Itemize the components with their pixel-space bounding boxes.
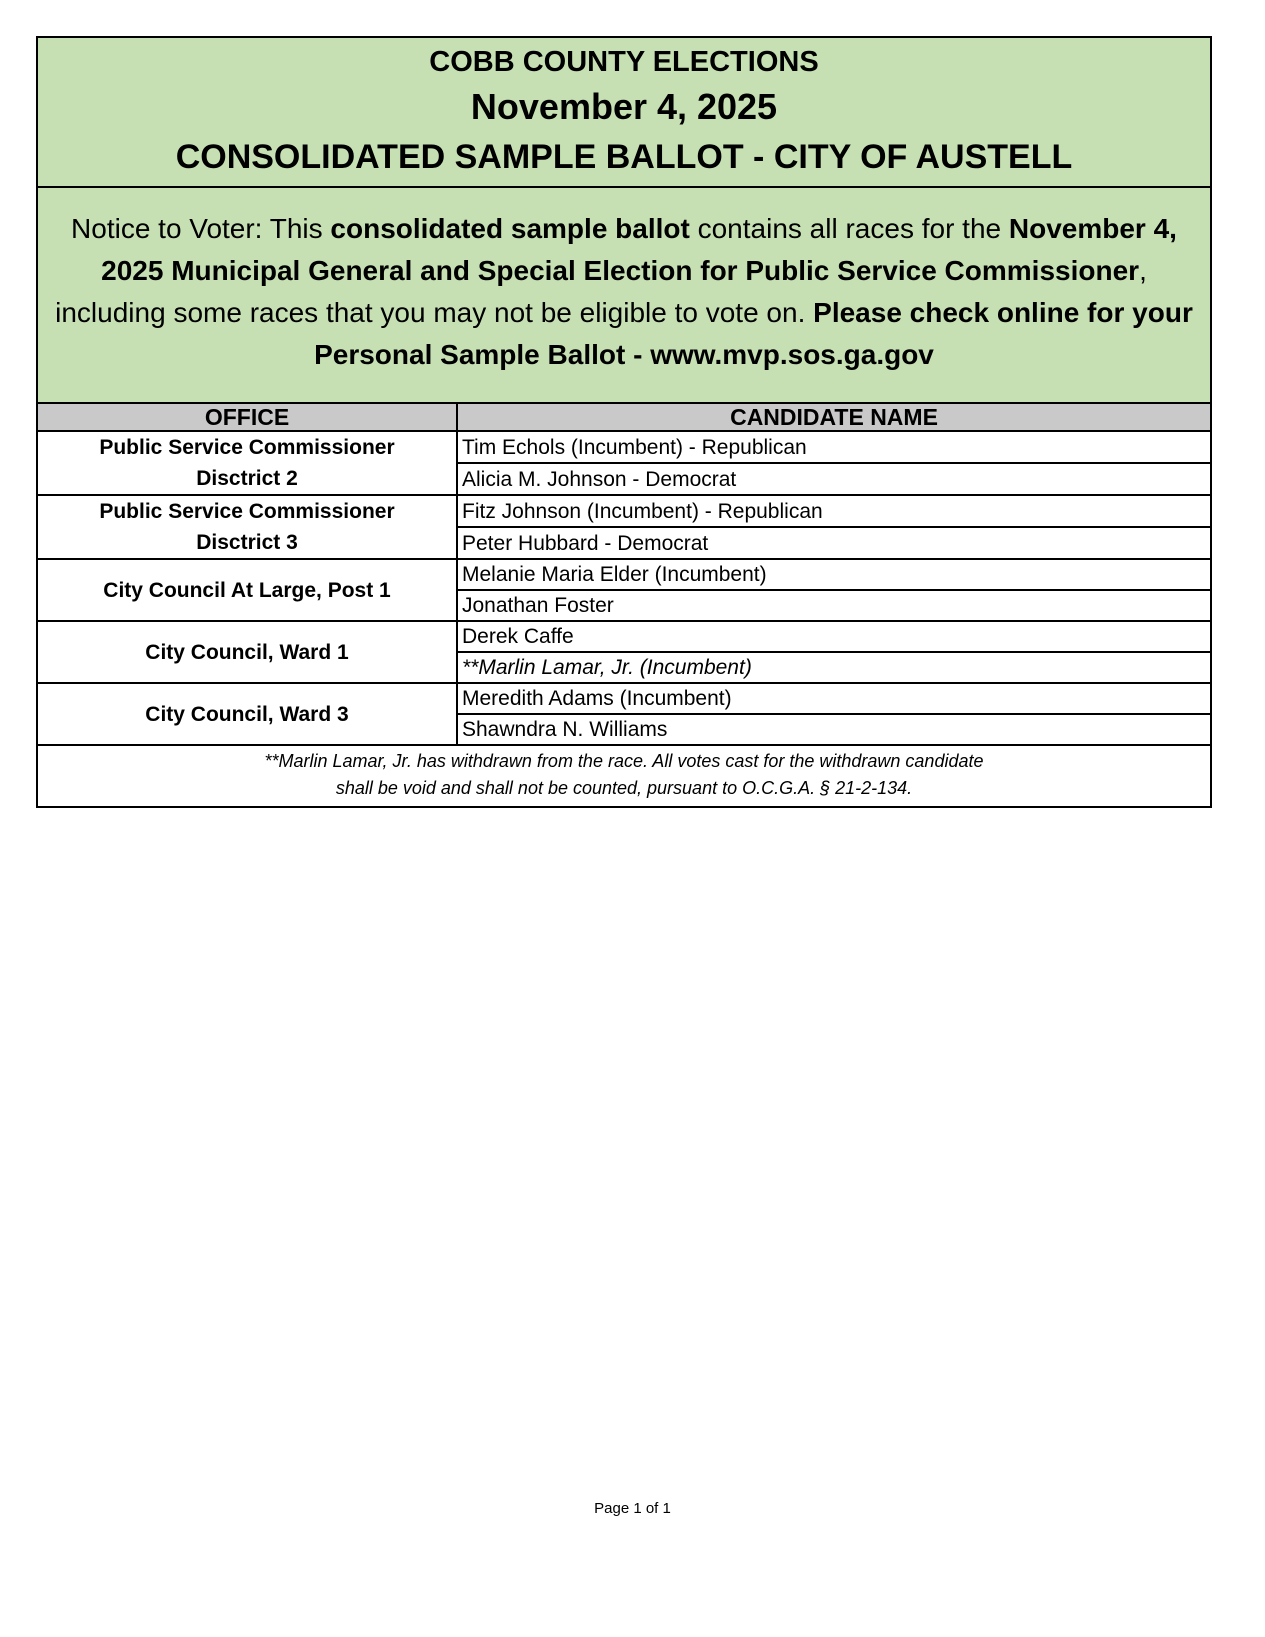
candidate-name: Derek Caffe [457, 621, 1210, 652]
withdrawn-candidate-name: **Marlin Lamar, Jr. (Incumbent) [457, 652, 1210, 683]
office-cell: City Council, Ward 3 [38, 683, 457, 745]
candidate-column-header: CANDIDATE NAME [457, 404, 1210, 431]
candidate-name: Alicia M. Johnson - Democrat [457, 463, 1210, 495]
office-cell: City Council, Ward 1 [38, 621, 457, 683]
office-cell [38, 431, 457, 495]
county-title: COBB COUNTY ELECTIONS [429, 46, 819, 78]
page-number: Page 1 of 1 [594, 1500, 671, 1517]
withdrawal-footnote [38, 746, 1210, 806]
candidate-name: Shawndra N. Williams [457, 714, 1210, 745]
notice-text-3: , including some races that you may not be eligible to vote on. [55, 255, 1147, 328]
notice-bold-2: November 4, 2025 Municipal General and Special Election for Public Service Commissioner [101, 213, 1177, 286]
notice-text-1: Notice to Voter: This [71, 213, 331, 244]
election-date: November 4, 2025 [470, 86, 778, 127]
ballot-title: CONSOLIDATED SAMPLE BALLOT - CITY OF AUSTELL [175, 138, 1073, 176]
table-row [38, 559, 1210, 590]
candidate-name: Tim Echols (Incumbent) - Republican [457, 431, 1210, 463]
candidate-name: Meredith Adams (Incumbent) [457, 683, 1210, 714]
candidate-name: Fitz Johnson (Incumbent) - Republican [457, 495, 1210, 527]
candidate-name: Peter Hubbard - Democrat [457, 527, 1210, 559]
voter-notice [38, 188, 1210, 404]
office-name: Public Service Commissioner [99, 500, 395, 523]
table-row [38, 495, 1210, 527]
office-name: Public Service Commissioner [99, 436, 395, 459]
office-cell [38, 495, 457, 559]
notice-text-2: contains all races for the [689, 213, 1009, 244]
footnote-line-2: shall be void and shall not be counted, pursuant to O.C.G.A. § 21-2-134. [335, 778, 913, 798]
office-column-header: OFFICE [38, 404, 457, 431]
footnote-line-1: **Marlin Lamar, Jr. has withdrawn from the race. All votes cast for the withdrawn candidate [264, 751, 984, 771]
ballot-header [38, 38, 1210, 188]
office-district: Disctrict 3 [196, 531, 298, 554]
sample-ballot-sheet [36, 36, 1212, 808]
candidate-name: Melanie Maria Elder (Incumbent) [457, 559, 1210, 590]
table-header-row [38, 404, 1210, 431]
office-cell: City Council At Large, Post 1 [38, 559, 457, 621]
table-row [38, 621, 1210, 652]
candidate-name: Jonathan Foster [457, 590, 1210, 621]
races-table [38, 404, 1210, 746]
notice-bold-3: Please check online for your Personal Sample Ballot - www.mvp.sos.ga.gov [314, 297, 1193, 370]
office-district: Disctrict 2 [196, 467, 298, 490]
table-row [38, 431, 1210, 463]
table-row [38, 683, 1210, 714]
notice-bold-1: consolidated sample ballot [330, 213, 690, 244]
